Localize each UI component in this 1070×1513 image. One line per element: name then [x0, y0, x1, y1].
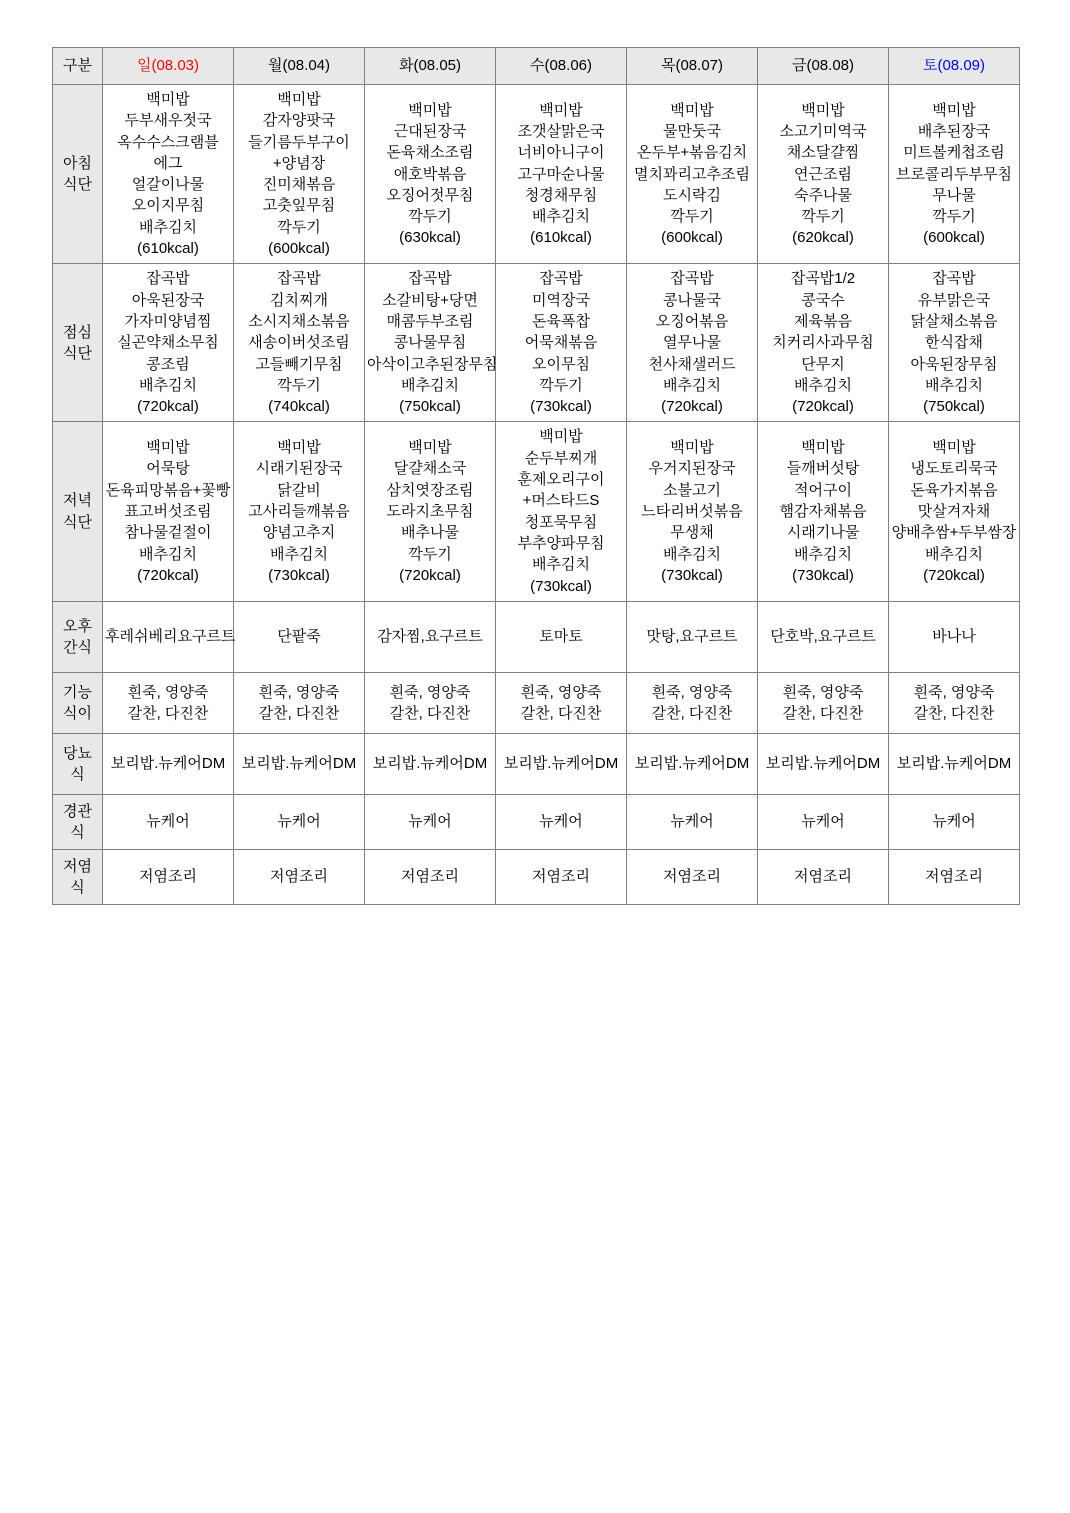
table-row	[53, 733, 1020, 794]
cell-lowsodium-sat: 저염조리	[889, 849, 1020, 904]
cell-snack-wed: 토마토	[496, 601, 627, 672]
header-day-tuesday: 화(08.05)	[365, 48, 496, 85]
cell-breakfast-wed: 백미밥 조갯살맑은국 너비아니구이 고구마순나물 청경채무침 배추김치 (610kcal)	[496, 85, 627, 264]
cell-diabetic-wed: 보리밥.뉴케어DM	[496, 733, 627, 794]
cell-diabetic-sat: 보리밥.뉴케어DM	[889, 733, 1020, 794]
row-label-afternoon-snack	[53, 601, 103, 672]
cell-breakfast-thu: 백미밥 물만둣국 온두부+볶음김치 멸치꽈리고추조림 도시락김 깍두기 (600kcal)	[627, 85, 758, 264]
cell-diabetic-fri: 보리밥.뉴케어DM	[758, 733, 889, 794]
cell-breakfast-mon: 백미밥 감자양팟국 들기름두부구이 +양념장 진미채볶음 고춧잎무침 깍두기 (600kcal)	[234, 85, 365, 264]
row-label-line1: 저염	[63, 857, 92, 875]
row-label-line1: 당뇨	[63, 744, 92, 762]
table-row	[53, 849, 1020, 904]
cell-dinner-tue: 백미밥 달걀채소국 삼치엿장조림 도라지초무침 배추나물 깍두기 (720kcal)	[365, 422, 496, 601]
row-label-line1: 아침	[63, 154, 92, 172]
cell-tube-sat: 뉴케어	[889, 794, 1020, 849]
table-row	[53, 85, 1020, 264]
table-row	[53, 264, 1020, 422]
header-label: 구분	[53, 48, 103, 85]
cell-tube-mon: 뉴케어	[234, 794, 365, 849]
cell-diabetic-tue: 보리밥.뉴케어DM	[365, 733, 496, 794]
header-day-friday: 금(08.08)	[758, 48, 889, 85]
row-label-dinner	[53, 422, 103, 601]
cell-snack-thu: 맛탕,요구르트	[627, 601, 758, 672]
weekly-menu-table	[52, 47, 1020, 905]
header-day-monday: 월(08.04)	[234, 48, 365, 85]
cell-lowsodium-tue: 저염조리	[365, 849, 496, 904]
cell-dinner-fri: 백미밥 들깨버섯탕 적어구이 햄감자채볶음 시래기나물 배추김치 (730kcal)	[758, 422, 889, 601]
cell-breakfast-sun: 백미밥 두부새우젓국 옥수수스크램블 에그 얼갈이나물 오이지무침 배추김치 (610kcal)	[103, 85, 234, 264]
cell-snack-mon: 단팥죽	[234, 601, 365, 672]
table-row	[53, 672, 1020, 733]
cell-functional-wed: 흰죽, 영양죽 갈찬, 다진찬	[496, 672, 627, 733]
row-label-breakfast	[53, 85, 103, 264]
cell-dinner-thu: 백미밥 우거지된장국 소불고기 느타리버섯볶음 무생채 배추김치 (730kcal)	[627, 422, 758, 601]
row-label-line1: 오후	[63, 617, 92, 635]
cell-lunch-tue: 잡곡밥 소갈비탕+당면 매콤두부조림 콩나물무침 아삭이고추된장무침 배추김치 (750kcal)	[365, 264, 496, 422]
cell-functional-sat: 흰죽, 영양죽 갈찬, 다진찬	[889, 672, 1020, 733]
cell-functional-sun: 흰죽, 영양죽 갈찬, 다진찬	[103, 672, 234, 733]
row-label-line2: 식단	[63, 176, 92, 194]
cell-lowsodium-fri: 저염조리	[758, 849, 889, 904]
row-label-diabetic-diet	[53, 733, 103, 794]
cell-tube-thu: 뉴케어	[627, 794, 758, 849]
cell-tube-fri: 뉴케어	[758, 794, 889, 849]
cell-breakfast-sat: 백미밥 배추된장국 미트볼케첩조림 브로콜리두부무침 무나물 깍두기 (600kcal)	[889, 85, 1020, 264]
header-day-thursday: 목(08.07)	[627, 48, 758, 85]
row-label-functional-diet	[53, 672, 103, 733]
cell-lowsodium-sun: 저염조리	[103, 849, 234, 904]
cell-lowsodium-thu: 저염조리	[627, 849, 758, 904]
cell-functional-mon: 흰죽, 영양죽 갈찬, 다진찬	[234, 672, 365, 733]
row-label-line2: 식	[70, 765, 85, 783]
header-day-wednesday: 수(08.06)	[496, 48, 627, 85]
row-label-line1: 기능	[63, 683, 92, 701]
table-row	[53, 422, 1020, 601]
row-label-low-sodium	[53, 849, 103, 904]
row-label-line2: 식단	[63, 513, 92, 531]
row-label-line2: 식이	[63, 704, 92, 722]
row-label-tube-feeding	[53, 794, 103, 849]
cell-functional-tue: 흰죽, 영양죽 갈찬, 다진찬	[365, 672, 496, 733]
cell-diabetic-mon: 보리밥.뉴케어DM	[234, 733, 365, 794]
cell-dinner-sun: 백미밥 어묵탕 돈육피망볶음+꽃빵 표고버섯조림 참나물겉절이 배추김치 (720kcal)	[103, 422, 234, 601]
cell-lunch-mon: 잡곡밥 김치찌개 소시지채소볶음 새송이버섯조림 고들빼기무침 깍두기 (740kcal)	[234, 264, 365, 422]
cell-tube-wed: 뉴케어	[496, 794, 627, 849]
cell-snack-sun: 후레쉬베리요구르트	[103, 601, 234, 672]
cell-breakfast-tue: 백미밥 근대된장국 돈육채소조림 애호박볶음 오징어젓무침 깍두기 (630kcal)	[365, 85, 496, 264]
cell-diabetic-sun: 보리밥.뉴케어DM	[103, 733, 234, 794]
cell-lunch-wed: 잡곡밥 미역장국 돈육폭찹 어묵채볶음 오이무침 깍두기 (730kcal)	[496, 264, 627, 422]
row-label-line2: 간식	[63, 638, 92, 656]
row-label-line2: 식	[70, 878, 85, 896]
row-label-line1: 저녁	[63, 492, 92, 510]
header-day-sunday: 일(08.03)	[103, 48, 234, 85]
cell-diabetic-thu: 보리밥.뉴케어DM	[627, 733, 758, 794]
row-label-line1: 점심	[63, 323, 92, 341]
cell-lunch-fri: 잡곡밥1/2 콩국수 제육볶음 치커리사과무침 단무지 배추김치 (720kcal)	[758, 264, 889, 422]
cell-lunch-sat: 잡곡밥 유부맑은국 닭살채소볶음 한식잡채 아욱된장무침 배추김치 (750kcal)	[889, 264, 1020, 422]
cell-snack-sat: 바나나	[889, 601, 1020, 672]
cell-tube-tue: 뉴케어	[365, 794, 496, 849]
row-label-line2: 식단	[63, 344, 92, 362]
cell-functional-thu: 흰죽, 영양죽 갈찬, 다진찬	[627, 672, 758, 733]
table-header-row	[53, 48, 1020, 85]
table-row	[53, 601, 1020, 672]
header-day-saturday: 토(08.09)	[889, 48, 1020, 85]
row-label-line1: 경관	[63, 802, 92, 820]
row-label-lunch	[53, 264, 103, 422]
cell-snack-fri: 단호박,요구르트	[758, 601, 889, 672]
table-row	[53, 794, 1020, 849]
cell-breakfast-fri: 백미밥 소고기미역국 채소달걀찜 연근조림 숙주나물 깍두기 (620kcal)	[758, 85, 889, 264]
cell-lowsodium-wed: 저염조리	[496, 849, 627, 904]
cell-snack-tue: 감자찜,요구르트	[365, 601, 496, 672]
cell-functional-fri: 흰죽, 영양죽 갈찬, 다진찬	[758, 672, 889, 733]
cell-lunch-thu: 잡곡밥 콩나물국 오징어볶음 열무나물 천사채샐러드 배추김치 (720kcal)	[627, 264, 758, 422]
cell-lunch-sun: 잡곡밥 아욱된장국 가자미양념찜 실곤약채소무침 콩조림 배추김치 (720kcal)	[103, 264, 234, 422]
cell-dinner-mon: 백미밥 시래기된장국 닭갈비 고사리들깨볶음 양념고추지 배추김치 (730kcal)	[234, 422, 365, 601]
cell-tube-sun: 뉴케어	[103, 794, 234, 849]
cell-dinner-sat: 백미밥 냉도토리묵국 돈육가지볶음 맛살겨자채 양배추쌈+두부쌈장 배추김치 (720kcal)	[889, 422, 1020, 601]
row-label-line2: 식	[70, 823, 85, 841]
cell-lowsodium-mon: 저염조리	[234, 849, 365, 904]
cell-dinner-wed: 백미밥 순두부찌개 훈제오리구이 +머스타드S 청포묵무침 부추양파무침 배추김치 (730kcal)	[496, 422, 627, 601]
